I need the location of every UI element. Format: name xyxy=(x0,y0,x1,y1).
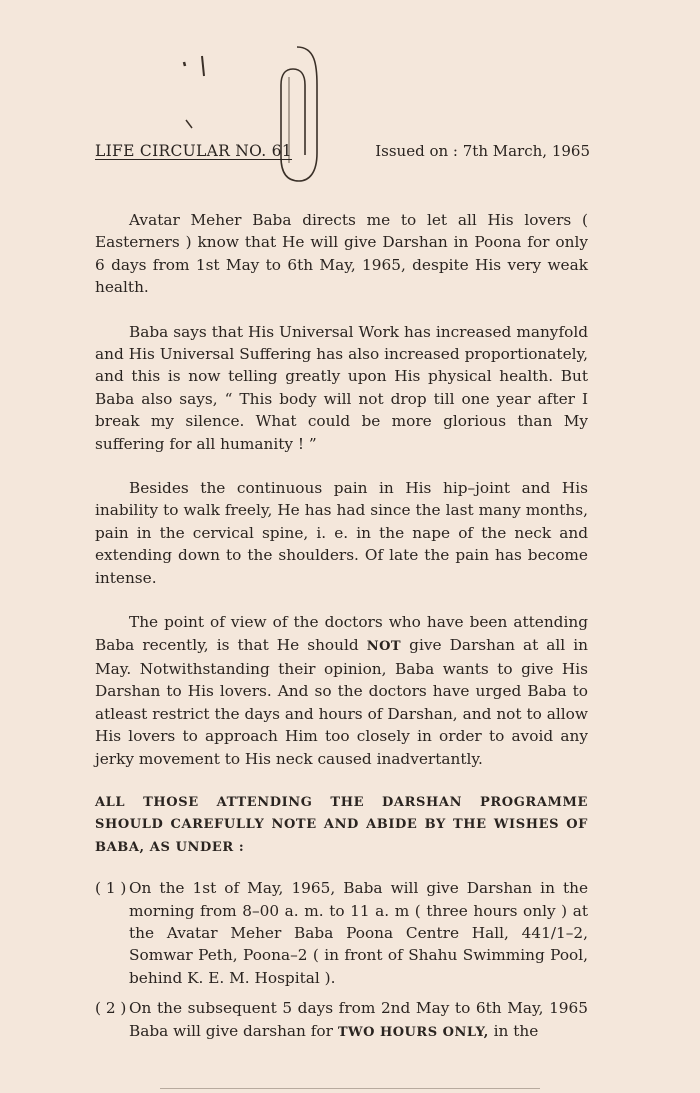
item-number: ( 2 ) xyxy=(95,999,127,1018)
item-number: ( 1 ) xyxy=(95,879,127,898)
issue-date: Issued on : 7th March, 1965 xyxy=(375,142,590,160)
paragraph-4-part-1: The point of view of the doctors who have been attending Baba recently, is that He should xyxy=(95,613,588,654)
darshan-notice: ALL THOSE ATTENDING THE DARSHAN PROGRAMME SHOULD CAREFULLY NOTE AND ABIDE BY THE WISHES OF BABA, AS UNDER : xyxy=(95,794,588,855)
instruction-item-1 xyxy=(95,877,588,989)
paragraph-2: Baba says that His Universal Work has increased manyfold and His Universal Suffering has also increased proportionately, and this is now telling greatly upon His physical health. But Baba also says, “ This body will not drop till one year after I break my silence. What could be more glorious than My suffering for all humanity ! ” xyxy=(95,322,588,453)
item-text-part-1: On the subsequent 5 days from 2nd May to 6th May, 1965 Baba will give darshan for xyxy=(129,999,588,1040)
page-edge-line xyxy=(160,1088,540,1089)
item-text-part-2: in the xyxy=(488,1021,539,1040)
circular-header xyxy=(95,142,590,166)
paragraph-4-part-2: give Darshan at all in May. Notwithstanding their opinion, Baba wants to give His Darshan to His lovers. And so the doctors have urged xyxy=(95,635,588,701)
circular-number: LIFE CIRCULAR NO. 61 xyxy=(95,142,293,160)
paragraph-4 xyxy=(95,611,588,770)
item-text: On the 1st of May, 1965, Baba will give Darshan in the morning from 8–00 a. m. to 11 a. m ( three hours only ) at the Avatar Meher Baba Poona Centre Hall, 441/1–2, Somwar Peth, Poona–2 ( in front of Shahu Swimming Pool, behind K. E. M. Hospital ). xyxy=(129,879,588,987)
paragraph-4-part-3: Baba to atleast restrict the days and hours of Darshan, and not to allow His lovers to approach Him too closely in order to avoid any jerky movement to His neck caused inadvertantly. xyxy=(95,682,588,768)
paperclip-image xyxy=(255,45,335,195)
paragraph-3: Besides the continuous pain in His hip–joint and His inability to walk freely, He has had since the last many months, pain in the cervical spine, i. e. in the nape of the neck and extending down to the shoulders. Of late the pain has become intense. xyxy=(95,479,588,587)
item-emphasis: TWO HOURS ONLY, xyxy=(337,1024,489,1040)
paragraph-4-emphasis: NOT xyxy=(366,638,402,654)
paragraph-1: Avatar Meher Baba directs me to let all His lovers ( Easterners ) know that He will give Darshan in Poona for only 6 days from 1st May to 6th May, 1965, despite His very weak health. xyxy=(95,211,588,297)
instruction-item-2 xyxy=(95,997,588,1044)
pen-marks xyxy=(180,50,240,140)
item-text xyxy=(129,997,588,1044)
circular-body xyxy=(95,209,588,1052)
